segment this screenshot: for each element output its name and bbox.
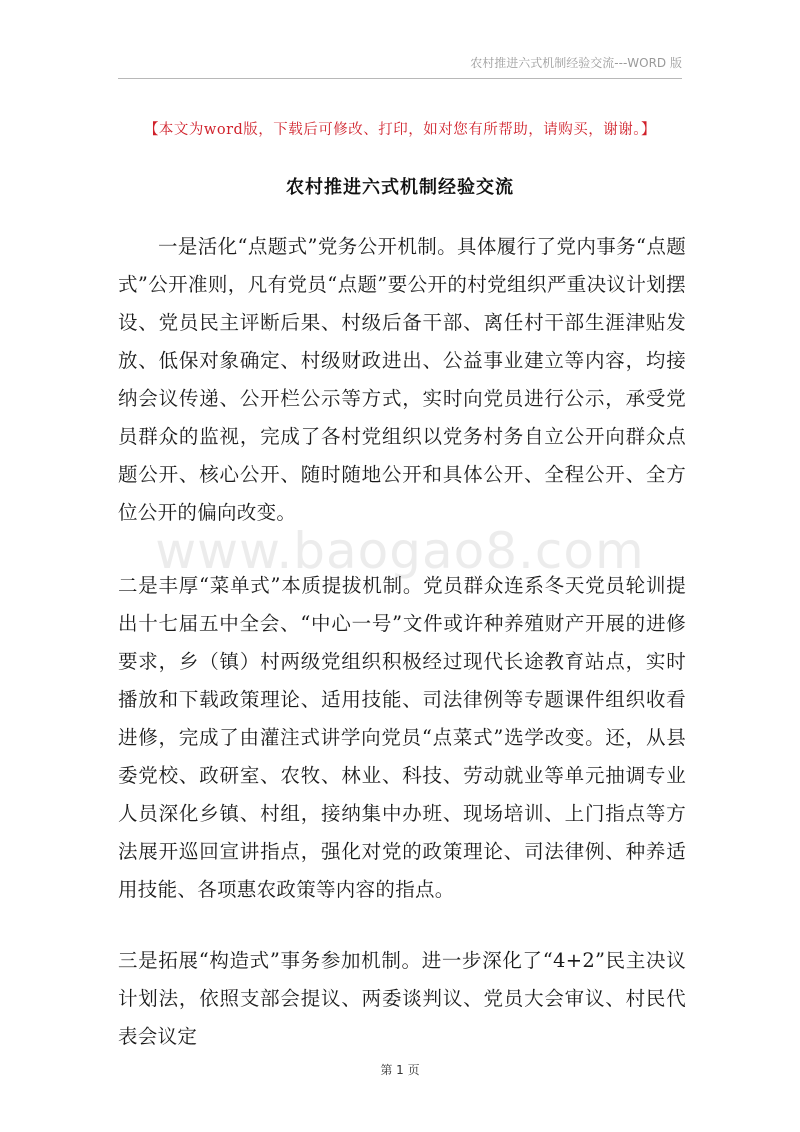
download-notice: 【本文为word版，下载后可修改、打印，如对您有所帮助，请购买，谢谢。】 (143, 122, 657, 138)
paragraph-2: 二是丰厚“菜单式”本质提拔机制。党员群众连系冬天党员轮训提出十七届五中全会、“中心一号”文件或许种养殖财产开展的进修要求，乡（镇）村两级党组织积极经过现代长途教育站点，实时播放和下载政策理论、适用技能、司法律例等专题课件组织收看进修，完成了由灌注式讲学向党员“点菜式”选学改变。还，从县委党校、政研室、农牧、林业、科技、劳动就业等单元抽调专业人员深化乡镇、村组，接纳集中办班、现场培训、上门指点等方法展开巡回宣讲指点，强化对党的政策理论、司法律例、种养适用技能、各项惠农政策等内容的指点。 (118, 574, 686, 901)
page-number: 第 1 页 (380, 1063, 420, 1077)
header-divider (118, 78, 682, 79)
paragraph-3: 三是拓展“构造式”事务参加机制。进一步深化了“4+2”民主决议计划法，依照支部会提议、两委谈判议、党员大会审议、村民代表会议定 (118, 949, 686, 1048)
paragraph-1: 一是活化“点题式”党务公开机制。具体履行了党内事务“点题式”公开准则，凡有党员“点题”要公开的村党组织严重决议计划摆设、党员民主评断后果、村级后备干部、离任村干部生涯津贴发放、低保对象确定、村级财政进出、公益事业建立等内容，均接纳会议传递、公开栏公示等方式，实时向党员进行公示，承受党员群众的监视，完成了各村党组织以党务村务自立公开向群众点题公开、核心公开、随时随地公开和具体公开、全程公开、全方位公开的偏向改变。 (118, 235, 686, 524)
watermark: www.baogao8.com (155, 522, 645, 580)
document-title: 农村推进六式机制经验交流 (286, 177, 514, 198)
running-header: 农村推进六式机制经验交流---WORD 版 (470, 56, 682, 70)
